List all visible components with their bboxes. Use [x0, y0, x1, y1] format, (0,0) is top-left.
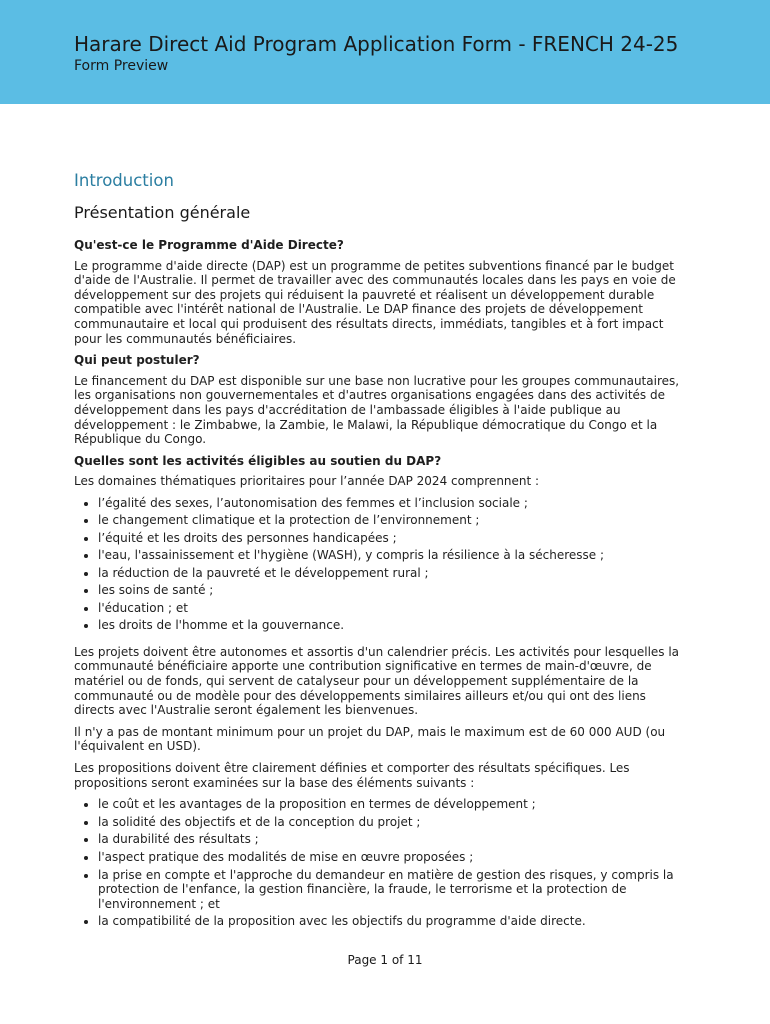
list-item: • l’égalité des sexes, l’autonomisation des femmes et l’inclusion sociale ;: [98, 496, 680, 511]
list-item: • l'eau, l'assainissement et l'hygiène (WASH), y compris la résilience à la sécheresse ;: [98, 548, 680, 563]
priority-list: [74, 496, 680, 633]
list-item: • les droits de l'homme et la gouvernance.: [98, 618, 680, 633]
list-item: • le coût et les avantages de la proposition en termes de développement ;: [98, 797, 680, 812]
list-item: • la solidité des objectifs et de la conception du projet ;: [98, 815, 680, 830]
form-subtitle: Form Preview: [74, 58, 169, 74]
list-item: • l’équité et les droits des personnes handicapées ;: [98, 531, 680, 546]
section-subtitle: Présentation générale: [74, 203, 251, 222]
section-title: Introduction: [74, 171, 174, 190]
paragraph: Le financement du DAP est disponible sur une base non lucrative pour les groupes communautaires, les organisations non gouvernementales et d'autres organisations engagées dans des activités de développement dans les pays d'accréditation de l'ambassade éligibles à l'aide publique au développement : le Zimbabwe, la Zambie, le Malawi, la République démocratique du Congo et la République du Congo.: [74, 373, 680, 447]
form-title: Harare Direct Aid Program Application Form - FRENCH 24-25: [74, 32, 679, 56]
paragraph: Il n'y a pas de montant minimum pour un projet du DAP, mais le maximum est de 60 000 AUD (ou l'équivalent en USD).: [74, 724, 666, 754]
page-number: Page 1 of 11: [347, 953, 423, 967]
list-item: • l'éducation ; et: [98, 601, 680, 616]
paragraph: Les domaines thématiques prioritaires pour l’année DAP 2024 comprennent :: [74, 474, 540, 489]
list-item: • les soins de santé ;: [98, 583, 680, 598]
paragraph: Le programme d'aide directe (DAP) est un programme de petites subventions financé par le budget d'aide de l'Australie. Il permet de travailler avec des communautés locales dans les pays en voie de développement sur des projets qui réduisent la pauvreté et réalisent un développement durable compatible avec l'intérêt national de l'Australie. Le DAP finance des projets de développement communautaire et local qui produisent des résultats directs, immédiats, tangibles et à fort impact pour les communautés bénéficiaires.: [74, 258, 676, 346]
question-heading: Quelles sont les activités éligibles au soutien du DAP?: [74, 453, 442, 468]
list-item: • le changement climatique et la protection de l’environnement ;: [98, 513, 680, 528]
list-item: • la prise en compte et l'approche du demandeur en matière de gestion des risques, y compris la protection de l'enfance, la gestion financière, la fraude, le terrorisme et la protection de l'environnement ; et: [98, 868, 680, 912]
form-content: [74, 170, 680, 935]
list-item: • la compatibilité de la proposition avec les objectifs du programme d'aide directe.: [98, 914, 680, 929]
question-heading: Qui peut postuler?: [74, 353, 200, 368]
paragraph: Les projets doivent être autonomes et assortis d'un calendrier précis. Les activités pour lesquelles la communauté bénéficiaire apporte une contribution significative en termes de main-d'œuvre, de matériel ou de fonds, qui servent de catalyseur pour un développement supplémentaire de la communauté ou de modèle pour des développements similaires ailleurs et/ou qui ont des liens directs avec l'Australie seront également les bienvenues.: [74, 644, 680, 718]
list-item: • la réduction de la pauvreté et le développement rural ;: [98, 566, 680, 581]
list-item: • la durabilité des résultats ;: [98, 832, 680, 847]
page-header: [0, 0, 770, 104]
question-heading: Qu'est-ce le Programme d'Aide Directe?: [74, 238, 344, 252]
list-item: • l'aspect pratique des modalités de mise en œuvre proposées ;: [98, 850, 680, 865]
criteria-list: [74, 797, 680, 929]
paragraph: Les propositions doivent être clairement définies et comporter des résultats spécifiques. Les propositions seront examinées sur la base des éléments suivants :: [74, 761, 630, 790]
